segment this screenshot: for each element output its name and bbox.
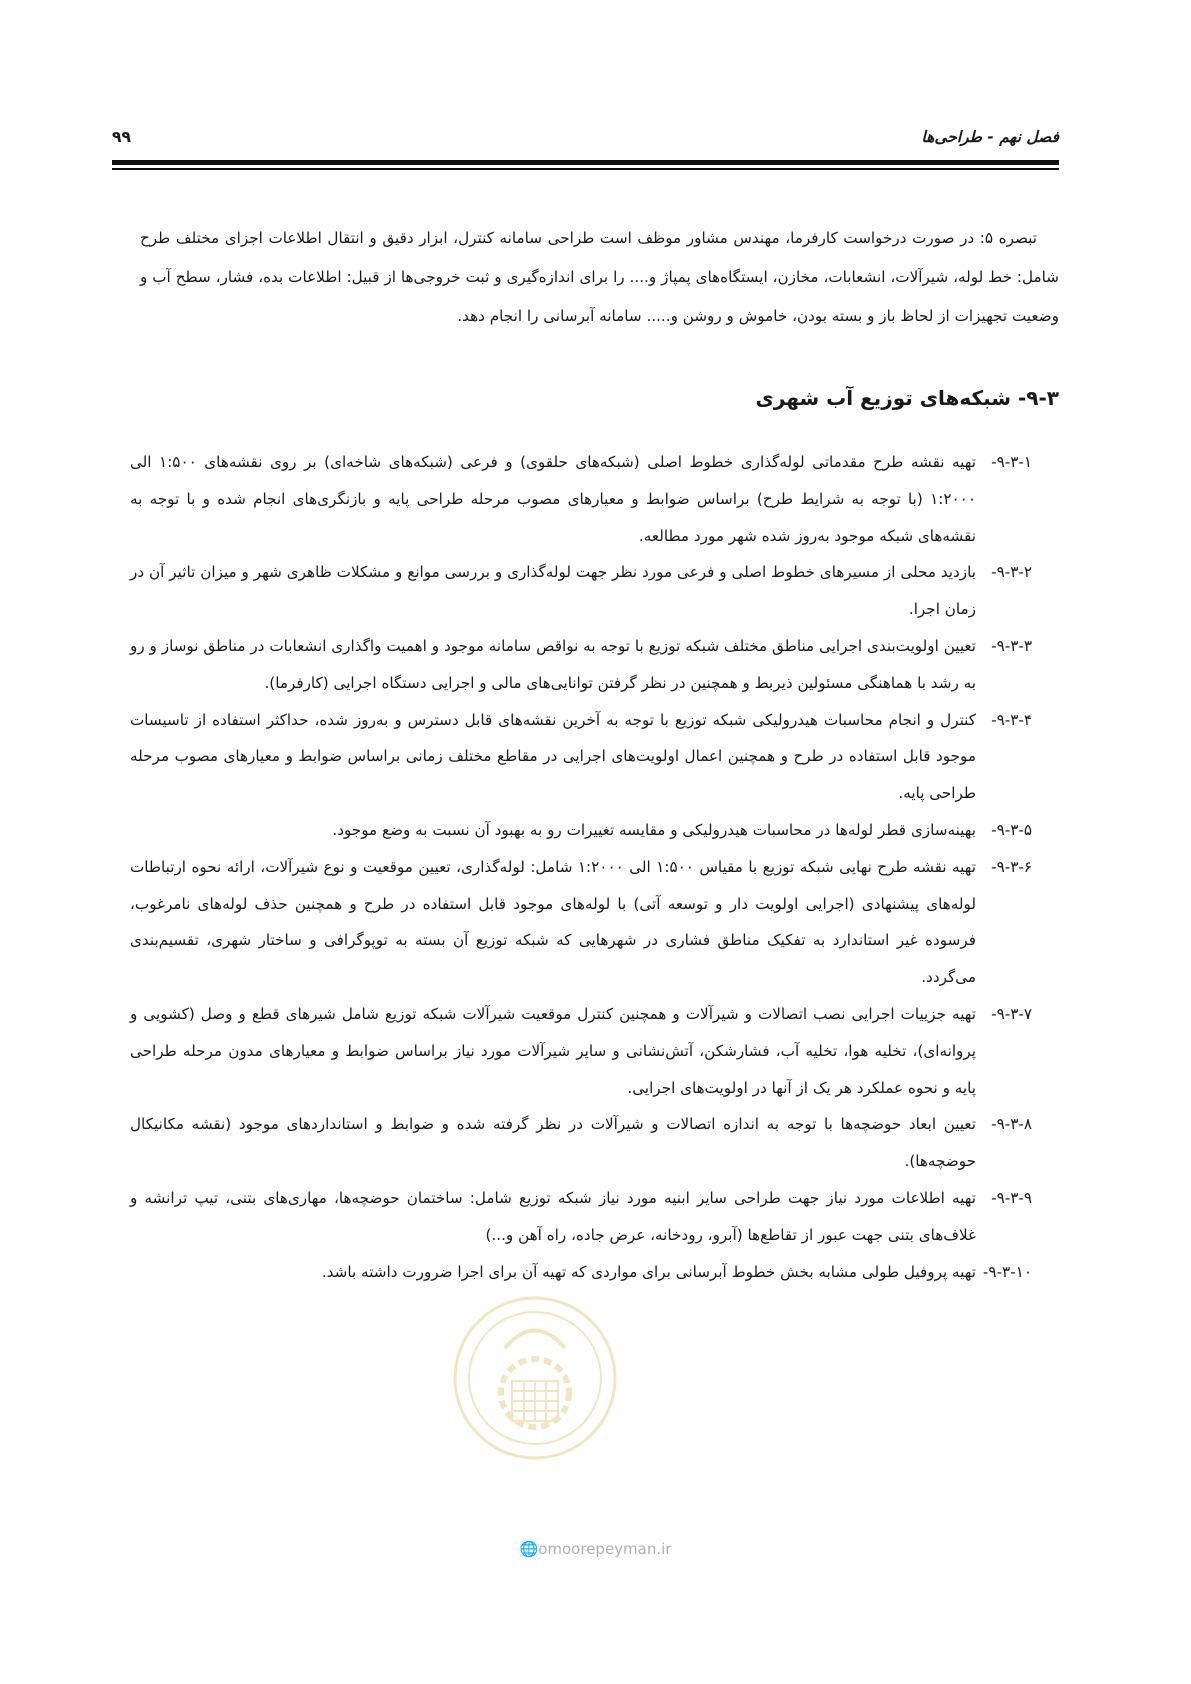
list-item: [112, 702, 1032, 812]
item-number: ۹-۳-۲-: [991, 563, 1032, 582]
watermark-logo-icon: [450, 1293, 620, 1463]
item-number: ۹-۳-۷-: [991, 1004, 1032, 1023]
items-list: [112, 444, 1032, 1290]
list-item: [112, 554, 1032, 628]
page-header: [112, 128, 1059, 158]
item-text: تهیه پروفیل طولی مشابه بخش خطوط آبرسانی برای مواردی که تهیه آن برای اجرا ضرورت داشته باشد.: [321, 1262, 976, 1281]
page-number: ۹۹: [112, 128, 131, 146]
header-rule-thin: [112, 168, 1059, 170]
item-text: تهیه نقشه طرح مقدماتی لوله‌گذاری خطوط اصلی (شبکه‌های حلقوی) و فرعی (شبکه‌های شاخه‌ای) بر روی نقشه‌های ۱:۵۰۰ الی ۱:۲۰۰۰ (با توجه به شرایط طرح) براساس ضوابط و معیارهای مصوب مرحله طراحی پایه و بازنگری‌های انجام شده و با توجه به نقشه‌های شبکه موجود به‌روز شده شهر مورد مطالعه.: [130, 453, 976, 545]
list-item: [112, 812, 1032, 849]
item-number: ۹-۳-۱۰-: [982, 1262, 1032, 1281]
list-item: [112, 1254, 1032, 1291]
item-text: کنترل و انجام محاسبات هیدرولیکی شبکه توزیع با توجه به آخرین نقشه‌های قابل دسترس و به‌روز شده، حداکثر استفاده از تاسیسات موجود قابل استفاده در طرح و همچنین اعمال اولویت‌های اجرایی در مقاطع مختلف زمانی براساس ضوابط و معیارهای مصوب مرحله طراحی پایه.: [130, 710, 976, 803]
list-item: [112, 849, 1032, 996]
section-title: ۹-۳- شبکه‌های توزیع آب شهری: [755, 386, 1059, 410]
list-item: [112, 1180, 1032, 1254]
list-item: [112, 628, 1032, 702]
item-number: ۹-۳-۳-: [991, 636, 1032, 655]
header-rule-thick: [112, 160, 1059, 165]
item-number: ۹-۳-۸-: [991, 1115, 1032, 1134]
item-number: ۹-۳-۹-: [991, 1188, 1032, 1207]
watermark-url: 🌐omoorepeyman.ir: [519, 1540, 672, 1558]
item-text: تهیه نقشه طرح نهایی شبکه توزیع با مقیاس ۱:۵۰۰ الی ۱:۲۰۰۰ شامل: لوله‌گذاری، تعیین موقعیت و نوع شیرآلات، ارائه نحوه ارتباطات لوله‌های پیشنهادی (اجرایی اولویت دار و توسعه آتی) با لوله‌های موجود قابل استفاده در طرح و همچنین حذف لوله‌های نامرغوب، فرسوده غیر استاندارد به تفکیک مناطق فشاری در شهرهایی که شبکه توزیع آن بسته به توپوگرافی و ساختار شهری، تقسیم‌بندی می‌گردد.: [130, 857, 976, 987]
item-text: تعیین ابعاد حوضچه‌ها با توجه به اندازه اتصالات و شیرآلات در نظر گرفته شده و ضوابط و استانداردهای موجود (نقشه مکانیکال حوضچه‌ها).: [130, 1115, 976, 1171]
item-text: تهیه اطلاعات مورد نیاز جهت طراحی سایر ابنیه مورد نیاز شبکه توزیع شامل: ساختمان حوضچه‌ها، مهاری‌های بتنی، تیپ ترانشه و غلاف‌های بتنی جهت عبور از تقاطع‌ها (آبرو، رودخانه، عرض جاده، راه آهن و...): [130, 1188, 976, 1244]
item-number: ۹-۳-۶-: [991, 857, 1032, 876]
item-text: تعیین اولویت‌بندی اجرایی مناطق مختلف شبکه توزیع با توجه به نواقص سامانه موجود و اهمیت واگذاری انشعابات در مناطق نوساز و رو به رشد با هماهنگی مسئولین ذیربط و همچنین در نظر گرفتن توانایی‌های مالی و اجرایی دستگاه اجرایی (کارفرما).: [130, 636, 976, 692]
item-number: ۹-۳-۱-: [991, 453, 1032, 471]
list-item: [112, 1106, 1032, 1180]
item-text: تهیه جزییات اجرایی نصب اتصالات و شیرآلات و همچنین کنترل موقعیت شیرآلات شبکه توزیع شامل شیرهای قطع و وصل (کشویی و پروانه‌ای)، تخلیه هوا، تخلیه آب، فشارشکن، آتش‌نشانی و سایر شیرآلات مورد نیاز براساس ضوابط و معیارهای مدون مرحله طراحی پایه و نحوه عملکرد هر یک از آنها در اولویت‌های اجرایی.: [130, 1004, 976, 1097]
item-text: بهینه‌سازی قطر لوله‌ها در محاسبات هیدرولیکی و مقایسه تغییرات رو به بهبود آن نسبت به وضع موجود.: [332, 820, 976, 839]
chapter-title: فصل نهم - طراحی‌ها: [921, 128, 1059, 146]
item-number: ۹-۳-۵-: [991, 820, 1032, 839]
item-text: بازدید محلی از مسیرهای خطوط اصلی و فرعی مورد نظر جهت لوله‌گذاری و بررسی موانع و مشکلات ظاهری شهر و میزان تاثیر آن در زمان اجرا.: [130, 563, 976, 619]
item-number: ۹-۳-۴-: [991, 710, 1032, 729]
list-item: [112, 996, 1032, 1106]
note-paragraph: تبصره ۵: در صورت درخواست کارفرما، مهندس مشاور موظف است طراحی سامانه کنترل، ابزار دقیق و انتقال اطلاعات اجزای مختلف طرح شامل: خط لوله، شیرآلات، انشعابات، مخازن، ایستگاه‌های پمپاژ و.... را برای اندازه‌گیری و ثبت خروجی‌ها از قبیل: اطلاعات بده، فشار، سطح آب و وضعیت تجهیزات از لحاظ باز و بسته بودن، خاموش و روشن و..... سامانه آبرسانی را انجام دهد.: [140, 229, 1059, 325]
globe-icon: 🌐: [519, 1540, 539, 1558]
list-item: [112, 444, 1032, 554]
